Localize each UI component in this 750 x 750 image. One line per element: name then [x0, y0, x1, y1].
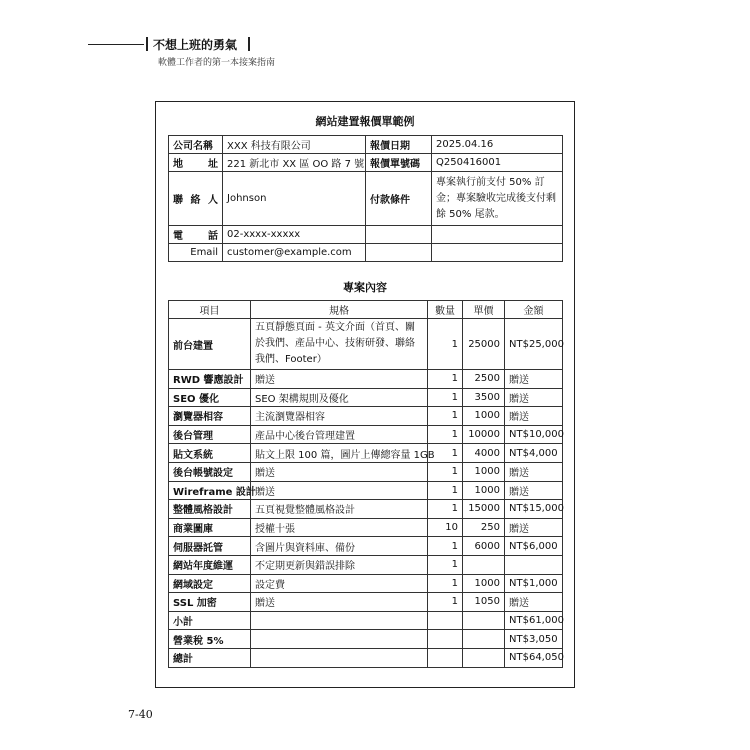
item-name: 後台管理	[169, 425, 251, 444]
item-unit-price: 1000	[463, 574, 505, 593]
subtotal-value: NT$61,000	[505, 611, 563, 630]
column-header: 單價	[463, 301, 505, 319]
item-amount: NT$10,000	[505, 425, 563, 444]
date-label: 報價日期	[366, 136, 432, 154]
quote-number-label: 報價單號碼	[366, 154, 432, 172]
item-unit-price: 6000	[463, 537, 505, 556]
item-spec: 貼文上限 100 篇，圖片上傳總容量 1GB	[251, 444, 428, 463]
table-row	[169, 518, 563, 537]
item-quantity: 1	[428, 593, 463, 612]
empty-cell	[463, 648, 505, 667]
table-row	[169, 593, 563, 612]
item-unit-price: 1000	[463, 481, 505, 500]
item-quantity: 1	[428, 425, 463, 444]
table-row	[169, 537, 563, 556]
item-spec: 設定費	[251, 574, 428, 593]
table-row	[169, 574, 563, 593]
tax-label: 營業稅 5%	[169, 630, 251, 649]
payment-terms-label: 付款條件	[366, 172, 432, 226]
item-quantity: 1	[428, 407, 463, 426]
empty-cell	[251, 630, 428, 649]
book-subtitle: 軟體工作者的第一本接案指南	[158, 58, 276, 68]
item-quantity: 1	[428, 481, 463, 500]
item-name: 整體風格設計	[169, 500, 251, 519]
item-unit-price: 25000	[463, 319, 505, 370]
item-name: RWD 響應設計	[169, 370, 251, 389]
book-title: 不想上班的勇氣	[153, 38, 238, 52]
item-amount: NT$4,000	[505, 444, 563, 463]
column-header: 金額	[505, 301, 563, 319]
table-row	[169, 425, 563, 444]
item-quantity: 1	[428, 444, 463, 463]
item-name: Wireframe 設計	[169, 481, 251, 500]
date-value: 2025.04.16	[432, 136, 563, 154]
page-number: 7-40	[128, 708, 153, 721]
item-quantity: 1	[428, 537, 463, 556]
table-row	[169, 555, 563, 574]
item-amount: NT$6,000	[505, 537, 563, 556]
item-spec: 五頁靜態頁面 - 英文介面（首頁、關於我們、產品中心、技術研發、聯絡我們、Footer）	[251, 319, 428, 370]
item-name: 網域設定	[169, 574, 251, 593]
item-amount: 贈送	[505, 462, 563, 481]
item-amount: NT$25,000	[505, 319, 563, 370]
item-amount: 贈送	[505, 388, 563, 407]
table-row	[169, 500, 563, 519]
payment-terms-value: 專案執行前支付 50% 訂金；專案驗收完成後支付剩餘 50% 尾款。	[432, 172, 563, 226]
empty-cell	[366, 226, 432, 244]
item-spec: 主流瀏覽器相容	[251, 407, 428, 426]
quote-title: 網站建置報價單範例	[315, 115, 415, 128]
item-spec: 含圖片與資料庫、備份	[251, 537, 428, 556]
item-unit-price: 2500	[463, 370, 505, 389]
empty-cell	[366, 244, 432, 262]
header-rule	[88, 44, 144, 45]
item-name: 伺服器託管	[169, 537, 251, 556]
item-unit-price: 1050	[463, 593, 505, 612]
item-quantity: 10	[428, 518, 463, 537]
table-row	[169, 319, 563, 370]
column-header: 數量	[428, 301, 463, 319]
item-unit-price	[463, 555, 505, 574]
item-amount: NT$15,000	[505, 500, 563, 519]
empty-cell	[463, 611, 505, 630]
contact-label: 聯絡人	[169, 172, 223, 226]
item-spec: SEO 架構規則及優化	[251, 388, 428, 407]
header-bar-left	[146, 37, 148, 51]
empty-cell	[428, 648, 463, 667]
items-table	[168, 300, 563, 668]
phone-label: 電話	[169, 226, 223, 244]
item-amount: 贈送	[505, 593, 563, 612]
items-title: 專案內容	[343, 281, 387, 294]
item-unit-price: 4000	[463, 444, 505, 463]
table-row	[169, 388, 563, 407]
item-amount: 贈送	[505, 518, 563, 537]
item-name: 商業圖庫	[169, 518, 251, 537]
item-spec: 贈送	[251, 370, 428, 389]
item-amount: NT$1,000	[505, 574, 563, 593]
table-row	[169, 444, 563, 463]
table-row	[169, 370, 563, 389]
item-quantity: 1	[428, 370, 463, 389]
item-name: SEO 優化	[169, 388, 251, 407]
item-amount: 贈送	[505, 370, 563, 389]
item-spec: 贈送	[251, 481, 428, 500]
item-name: 網站年度維運	[169, 555, 251, 574]
item-quantity: 1	[428, 388, 463, 407]
item-unit-price: 1000	[463, 462, 505, 481]
total-value: NT$64,050	[505, 648, 563, 667]
item-unit-price: 250	[463, 518, 505, 537]
item-name: 貼文系統	[169, 444, 251, 463]
item-unit-price: 1000	[463, 407, 505, 426]
item-spec: 五頁視覺整體風格設計	[251, 500, 428, 519]
empty-cell	[428, 630, 463, 649]
item-quantity: 1	[428, 462, 463, 481]
item-unit-price: 15000	[463, 500, 505, 519]
empty-cell	[251, 611, 428, 630]
item-amount: 贈送	[505, 407, 563, 426]
header-bar-right	[248, 37, 250, 51]
table-row	[169, 407, 563, 426]
item-spec: 贈送	[251, 462, 428, 481]
company-label: 公司名稱	[169, 136, 223, 154]
item-quantity: 1	[428, 574, 463, 593]
item-amount: 贈送	[505, 481, 563, 500]
table-row	[169, 462, 563, 481]
contact-value: Johnson	[223, 172, 366, 226]
item-quantity: 1	[428, 555, 463, 574]
quote-number-value: Q250416001	[432, 154, 563, 172]
item-name: 後台帳號設定	[169, 462, 251, 481]
empty-cell	[251, 648, 428, 667]
client-info-table	[168, 135, 563, 262]
item-name: 瀏覽器相容	[169, 407, 251, 426]
item-unit-price: 10000	[463, 425, 505, 444]
phone-value: 02-xxxx-xxxxx	[223, 226, 366, 244]
subtotal-label: 小計	[169, 611, 251, 630]
company-value: XXX 科技有限公司	[223, 136, 366, 154]
empty-cell	[432, 244, 563, 262]
item-quantity: 1	[428, 500, 463, 519]
email-value: customer@example.com	[223, 244, 366, 262]
item-spec: 贈送	[251, 593, 428, 612]
item-unit-price: 3500	[463, 388, 505, 407]
column-header: 項目	[169, 301, 251, 319]
empty-cell	[432, 226, 563, 244]
item-spec: 不定期更新與錯誤排除	[251, 555, 428, 574]
empty-cell	[428, 611, 463, 630]
item-quantity: 1	[428, 319, 463, 370]
table-row	[169, 481, 563, 500]
item-spec: 授權十張	[251, 518, 428, 537]
column-header: 規格	[251, 301, 428, 319]
item-amount	[505, 555, 563, 574]
email-label: Email	[169, 244, 223, 262]
address-label: 地址	[169, 154, 223, 172]
empty-cell	[463, 630, 505, 649]
item-name: 前台建置	[169, 319, 251, 370]
total-label: 總計	[169, 648, 251, 667]
item-name: SSL 加密	[169, 593, 251, 612]
tax-value: NT$3,050	[505, 630, 563, 649]
address-value: 221 新北市 XX 區 OO 路 7 號	[223, 154, 366, 172]
item-spec: 產品中心後台管理建置	[251, 425, 428, 444]
